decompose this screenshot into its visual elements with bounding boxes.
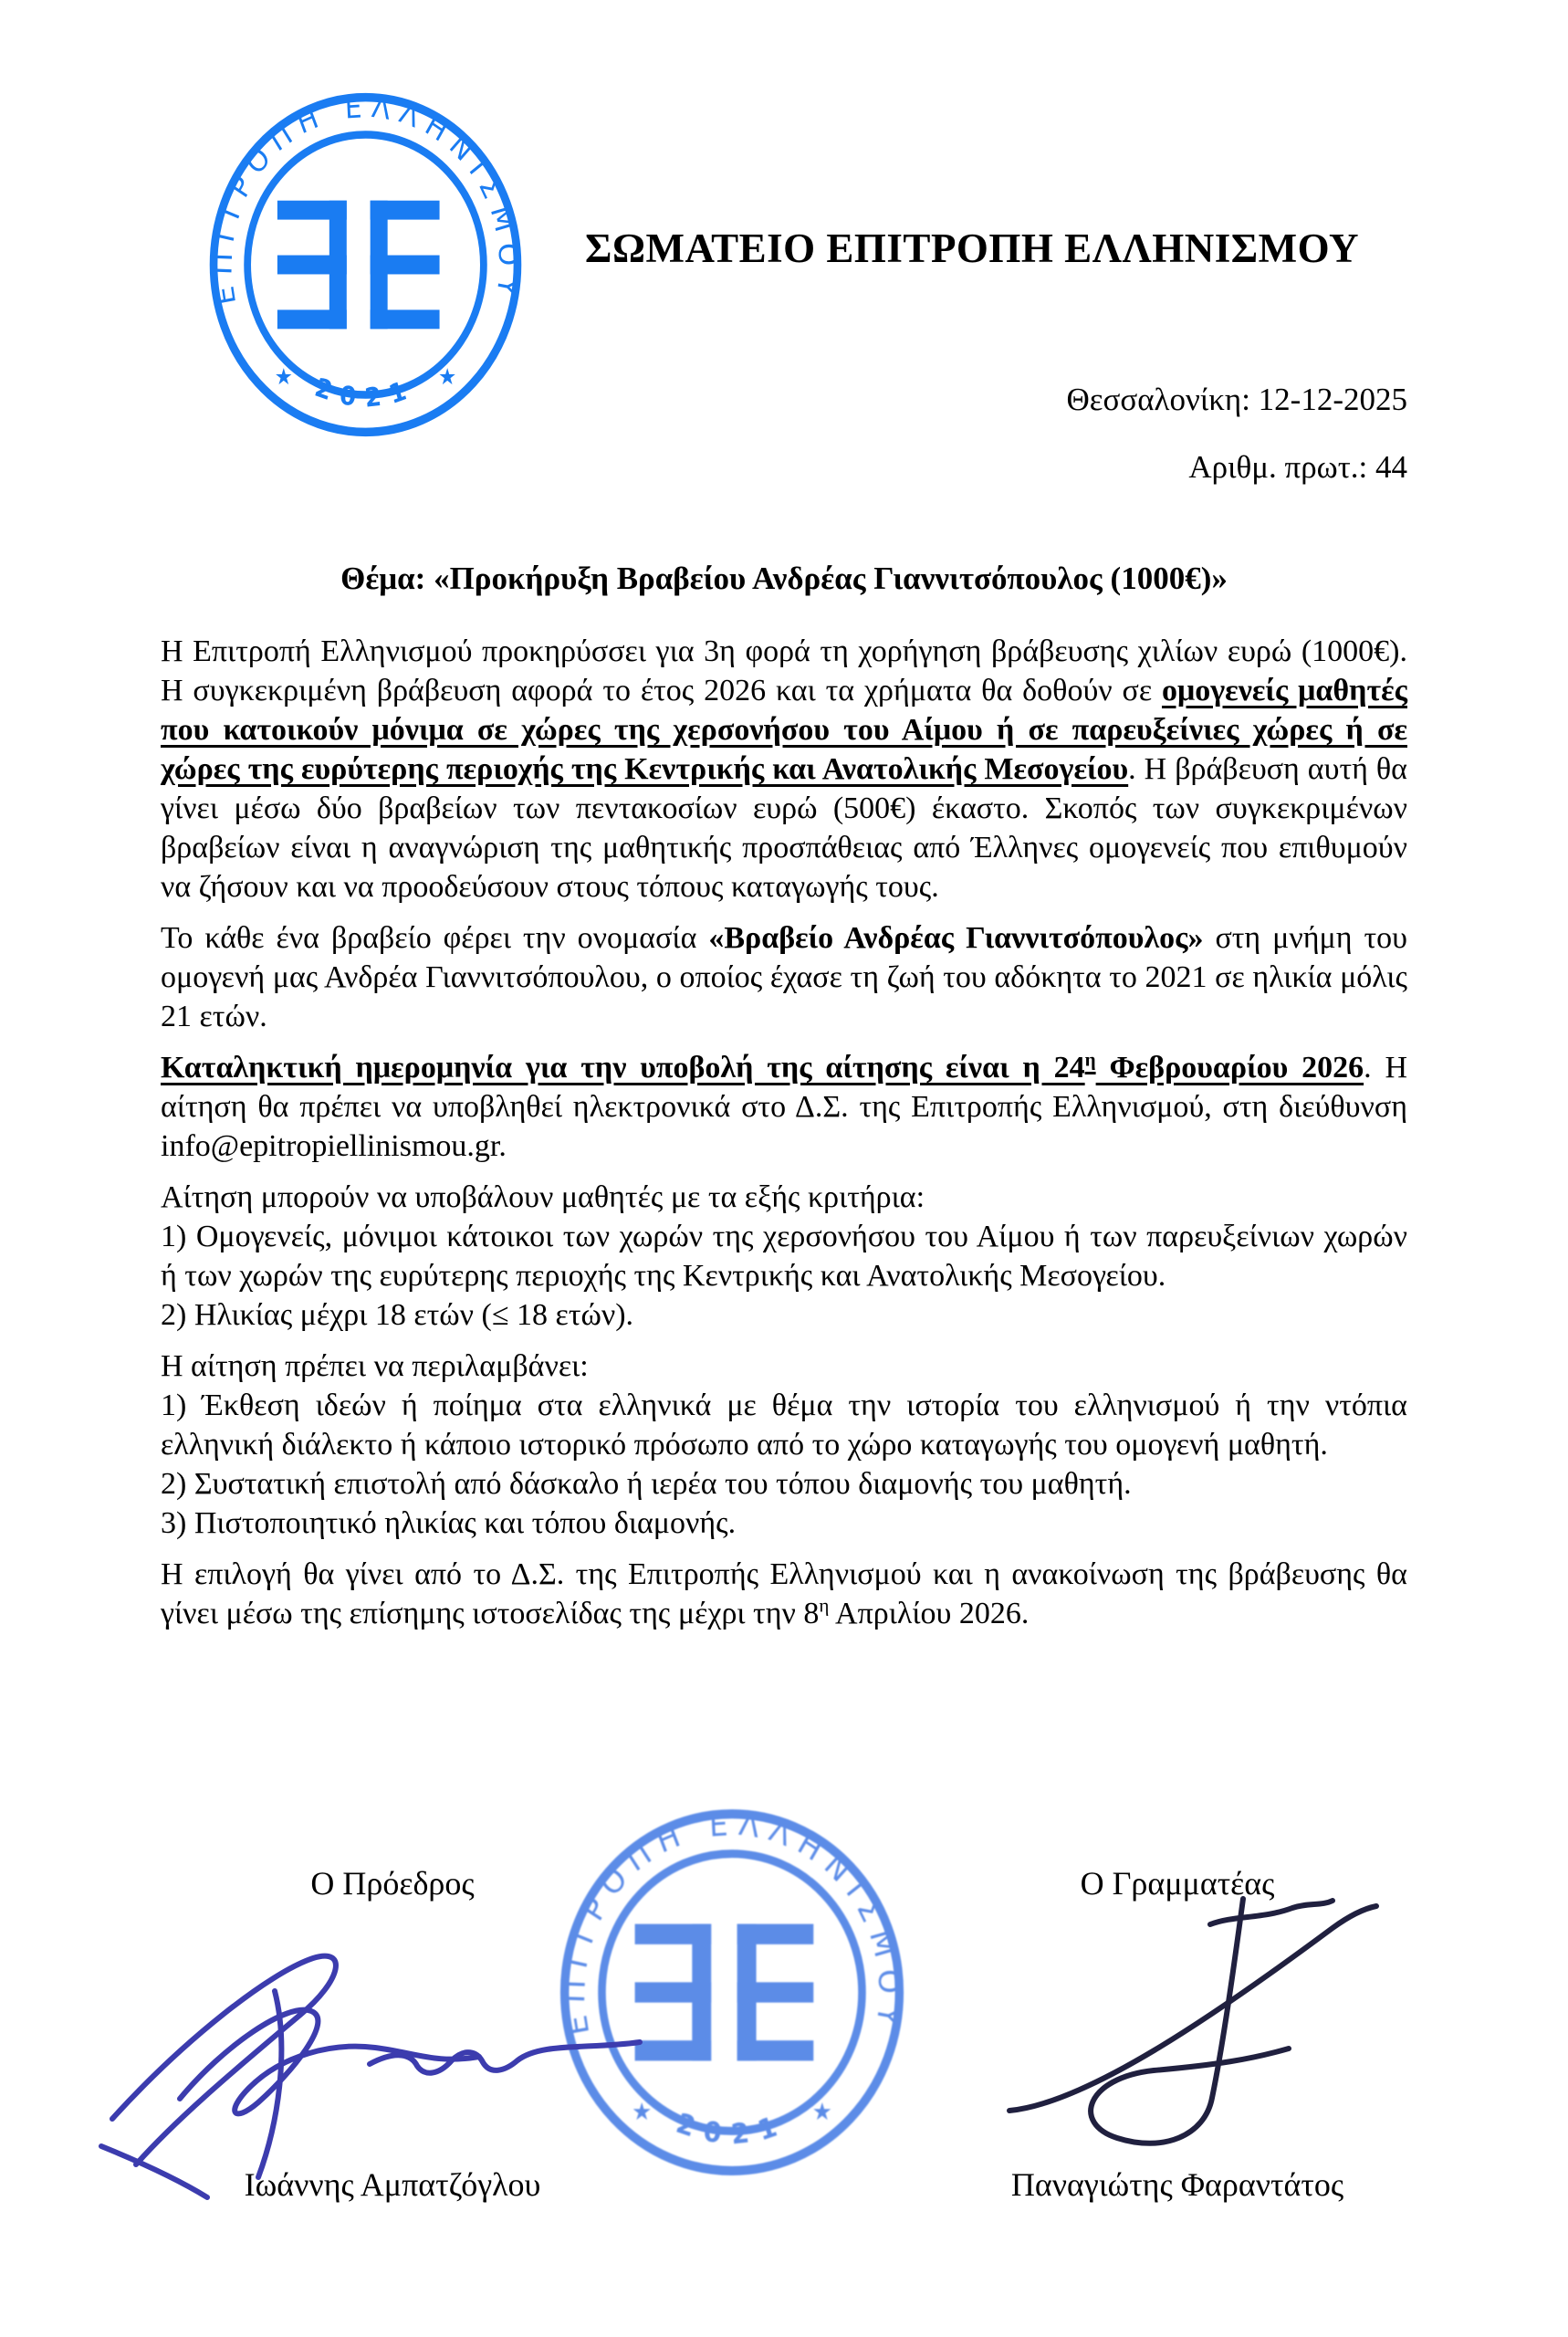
president-name: Ιωάννης Αμπατζόγλου [244,2166,541,2203]
text-run: Φεβρουαρίου 2026 [1095,1051,1364,1085]
secretary-role-label: Ο Γραμματέας [1080,1865,1275,1902]
body-paragraph [161,1347,1407,1543]
text-run: Η αίτηση πρέπει να περιλαμβάνει: [161,1349,589,1383]
text-run: 2) Ηλικίας μέχρι 18 ετών (≤ 18 ετών). [161,1298,634,1332]
president-signature [96,1903,735,2205]
letter-body [161,632,1407,1645]
organization-logo [208,91,523,438]
text-run: 2) Συστατική επιστολή από δάσκαλο ή ιερέα του τόπου διαμονής του μαθητή. [161,1467,1132,1501]
body-paragraph [161,1178,1407,1335]
text-run: στη μνήμη του ομογενή μας Ανδρέα Γιαννιτσόπουλου, ο οποίος έχασε τη ζωή του αδόκητα το 2021 σε ηλικία μόλις 21 ετών. [161,921,1407,1033]
text-run: 1) Έκθεση ιδεών ή ποίημα στα ελληνικά με θέμα την ιστορία του ελληνισμού ή την ντόπια ελληνική διάλεκτο ή κάποιο ιστορικό πρόσωπο από το χώρο καταγωγής του ομογενή μαθητή. [161,1389,1407,1462]
subject-line: Θέμα: «Προκήρυξη Βραβείου Ανδρέας Γιαννιτσόπουλος (1000€)» [340,561,1228,596]
president-role-label: Ο Πρόεδρος [310,1865,475,1902]
secretary-name: Παναγιώτης Φαραντάτος [1010,2166,1344,2203]
text-run: η [1084,1048,1096,1071]
city-date-line: Θεσσαλονίκη: 12-12-2025 [1066,382,1407,417]
text-run: Η Επιτροπή Ελληνισμού προκηρύσσει για 3η φορά τη χορήγηση βράβευσης χιλίων ευρώ (1000€). Η συγκεκριμένη βράβευση αφορά το έτος 2026 και τα χρήματα θα δοθούν σε [161,634,1407,707]
secretary-signature [949,1871,1387,2164]
text-run: . Η βράβευση αυτή θα γίνει μέσω δύο βραβείων των πεντακοσίων ευρώ (500€) έκαστο. Σκοπός των συγκεκριμένων βραβείων είναι η αναγνώριση της μαθητικής προσπάθειας από Έλληνες ομογενείς που επιθυμούν να ζήσουν και να προοδεύσουν στους τόπους καταγωγής τους. [161,752,1407,904]
text-run: Η επιλογή θα γίνει από το Δ.Σ. της Επιτροπής Ελληνισμού και η ανακοίνωση της βράβευσης θα γίνει μέσω της επίσημης ιστοσελίδας της μέχρι την 8 [161,1557,1407,1630]
text-run: . Η αίτηση θα πρέπει να υποβληθεί ηλεκτρονικά στο Δ.Σ. της Επιτροπής Ελληνισμού, στη διεύθυνση info@epitropiellinismou.gr. [161,1051,1407,1163]
body-paragraph [161,1555,1407,1633]
protocol-number-line: Αριθμ. πρωτ.: 44 [1188,449,1407,485]
text-run: Καταληκτική ημερομηνία για την υποβολή της αίτησης είναι η 24 [161,1051,1085,1085]
text-run: Το κάθε ένα βραβείο φέρει την ονομασία [161,921,709,955]
text-run: Απριλίου 2026. [829,1597,1030,1630]
text-run: 3) Πιστοποιητικό ηλικίας και τόπου διαμονής. [161,1506,737,1540]
body-paragraph [161,1048,1407,1166]
body-paragraph [161,918,1407,1036]
text-run: «Βραβείο Ανδρέας Γιαννιτσόπουλος» [708,921,1204,955]
text-run: η [819,1594,830,1617]
text-run: ομογενείς μαθητές που κατοικούν μόνιμα σε χώρες της χερσονήσου του Αίμου ή σε παρευξείνιες χώρες ή σε χώρες της ευρύτερης περιοχής της Κεντρικής και Ανατολικής Μεσογείου [161,674,1407,786]
organization-title: ΣΩΜΑΤΕΙΟ ΕΠΙΤΡΟΠΗ ΕΛΛΗΝΙΣΜΟΥ [585,225,1359,271]
text-run: Αίτηση μπορούν να υποβάλουν μαθητές με τα εξής κριτήρια: [161,1180,925,1214]
text-run: 1) Ομογενείς, μόνιμοι κάτοικοι των χωρών της χερσονήσου του Αίμου ή των παρευξείνιων χωρών ή των χωρών της ευρύτερης περιοχής της Κεντρικής και Ανατολικής Μεσογείου. [161,1220,1407,1293]
body-paragraph [161,632,1407,907]
